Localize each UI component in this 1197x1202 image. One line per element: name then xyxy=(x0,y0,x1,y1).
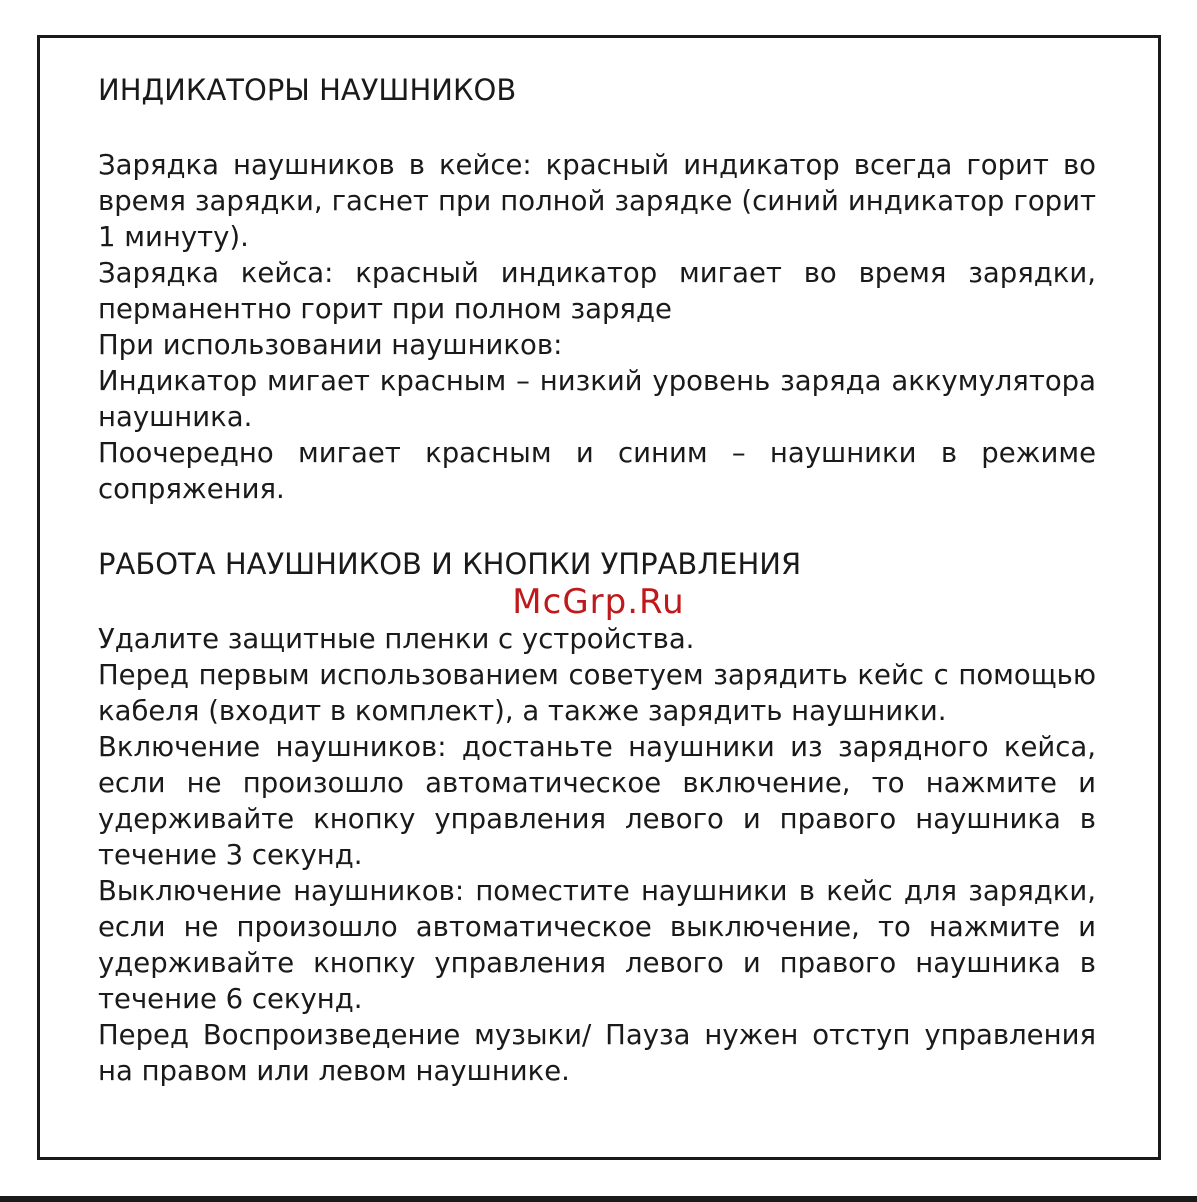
paragraph-when-using: При использовании наушников: xyxy=(98,329,563,361)
spacer xyxy=(98,507,1096,544)
paragraph-case-charging: Зарядка кейса: красный индикатор мигает во время зарядки, перманентно горит при полном заряде xyxy=(98,257,1096,325)
paragraph-remove-film: Удалите защитные пленки с устройства. xyxy=(98,623,695,655)
paragraph-power-off: Выключение наушников: поместите наушники в кейс для зарядки, если не произошло автоматическое выключение, то нажмите и удерживайте кнопку управления левого и правого наушника в течение 6 секунд. xyxy=(98,875,1096,1015)
watermark-link[interactable]: McGrp.Ru xyxy=(512,582,685,622)
paragraph-first-use: Перед первым использованием советуем зарядить кейс с помощью кабеля (входит в комплект), а также зарядить наушники. xyxy=(98,659,1096,727)
section-heading-operation: РАБОТА НАУШНИКОВ И КНОПКИ УПРАВЛЕНИЯ xyxy=(98,547,802,581)
paragraph-pairing-mode: Поочередно мигает красным и синим – наушники в режиме сопряжения. xyxy=(98,437,1096,505)
paragraph-power-on: Включение наушников: достаньте наушники из зарядного кейса, если не произошло автоматическое включение, то нажмите и удерживайте кнопку управления левого и правого наушника в течение 3 секунд. xyxy=(98,731,1096,871)
paragraph-play-pause: Перед Воспроизведение музыки/ Пауза нужен отступ управления на правом или левом наушнике. xyxy=(98,1019,1096,1087)
paragraph-low-battery: Индикатор мигает красным – низкий уровень заряда аккумулятора наушника. xyxy=(98,365,1096,433)
document-content xyxy=(98,70,1096,1089)
paragraph-earbuds-charging: Зарядка наушников в кейсе: красный индикатор всегда горит во время зарядки, гаснет при полной зарядке (синий индикатор горит 1 минуту). xyxy=(98,149,1096,253)
spacer xyxy=(98,110,1096,147)
footer-rule xyxy=(0,1196,1197,1202)
section-heading-indicators: ИНДИКАТОРЫ НАУШНИКОВ xyxy=(98,73,517,107)
